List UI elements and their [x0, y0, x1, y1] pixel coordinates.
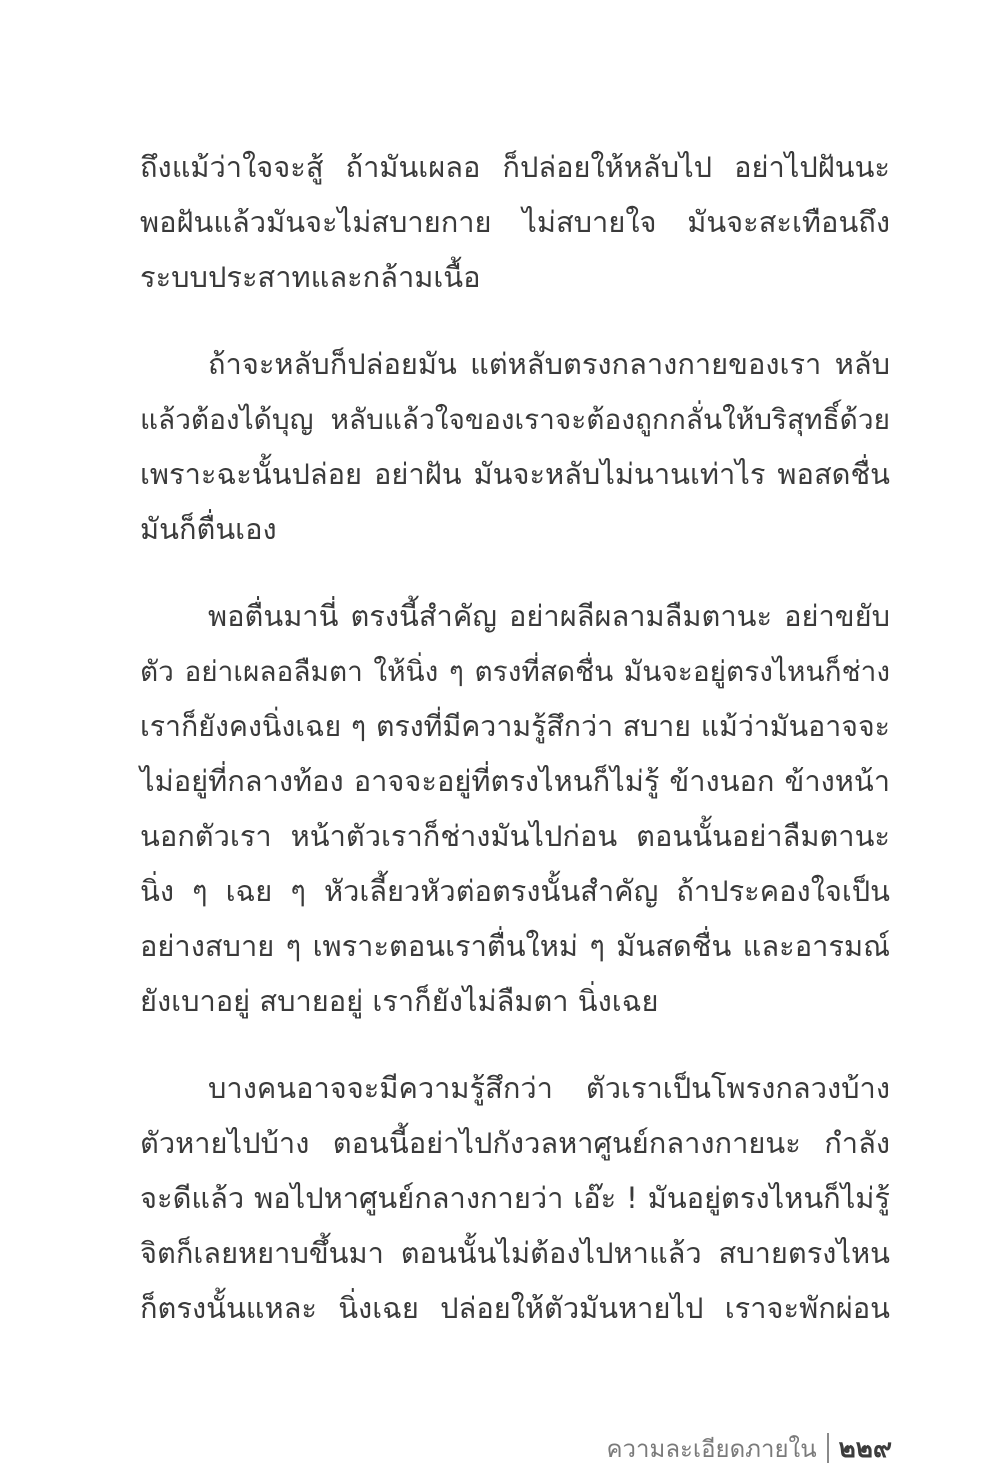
text-line: แล้วต้องได้บุญ หลับแล้วใจของเราจะต้องถูกกลั่นให้บริสุทธิ์ด้วย	[140, 403, 890, 436]
paragraph-4	[140, 1061, 890, 1336]
page-number: ๒๒๙	[838, 1433, 892, 1464]
running-title: ความละเอียดภายใน	[606, 1434, 817, 1463]
text-line: บางคนอาจจะมีความรู้สึกว่า ตัวเราเป็นโพรงกลวงบ้าง	[208, 1071, 890, 1105]
text-line: พอฝันแล้วมันจะไม่สบายกาย ไม่สบายใจ มันจะสะเทือนถึง	[140, 205, 890, 239]
text-line: เพราะฉะนั้นปล่อย อย่าฝัน มันจะหลับไม่นานเท่าไร พอสดชื่น	[140, 457, 890, 491]
text-line: ก็ตรงนั้นแหละ นิ่งเฉย ปล่อยให้ตัวมันหายไป เราจะพักผ่อน	[140, 1291, 890, 1325]
footer-divider	[827, 1433, 829, 1463]
text-line: ระบบประสาทและกล้ามเนื้อ	[140, 260, 481, 294]
page-footer	[606, 1428, 892, 1468]
paragraph-3	[140, 589, 890, 1029]
text-line: เราก็ยังคงนิ่งเฉย ๆ ตรงที่มีความรู้สึกว่า สบาย แม้ว่ามันอาจจะ	[140, 710, 890, 743]
text-line: ตัว อย่าเผลอลืมตา ให้นิ่ง ๆ ตรงที่สดชื่น มันจะอยู่ตรงไหนก็ช่าง	[140, 655, 890, 688]
page-body	[140, 140, 890, 1336]
text-line: จะดีแล้ว พอไปหาศูนย์กลางกายว่า เอ๊ะ ! มันอยู่ตรงไหนก็ไม่รู้	[140, 1181, 890, 1215]
paragraph-1	[140, 140, 890, 305]
text-line: จิตก็เลยหยาบขึ้นมา ตอนนั้นไม่ต้องไปหาแล้ว สบายตรงไหน	[140, 1236, 890, 1270]
text-line: นอกตัวเรา หน้าตัวเราก็ช่างมันไปก่อน ตอนนั้นอย่าลืมตานะ	[140, 819, 890, 853]
text-line: ถ้าจะหลับก็ปล่อยมัน แต่หลับตรงกลางกายของเรา หลับ	[208, 347, 890, 381]
text-line: พอตื่นมานี่ ตรงนี้สำคัญ อย่าผลีผลามลืมตานะ อย่าขยับ	[208, 599, 890, 633]
text-line: ยังเบาอยู่ สบายอยู่ เราก็ยังไม่ลืมตา นิ่งเฉย	[140, 984, 659, 1018]
text-line: ไม่อยู่ที่กลางท้อง อาจจะอยู่ที่ตรงไหนก็ไม่รู้ ข้างนอก ข้างหน้า	[140, 764, 890, 798]
text-line: อย่างสบาย ๆ เพราะตอนเราตื่นใหม่ ๆ มันสดชื่น และอารมณ์	[140, 929, 890, 963]
text-line: ตัวหายไปบ้าง ตอนนี้อย่าไปกังวลหาศูนย์กลางกายนะ กำลัง	[140, 1126, 890, 1160]
text-line: มันก็ตื่นเอง	[140, 512, 277, 546]
paragraph-2	[140, 337, 890, 557]
text-line: นิ่ง ๆ เฉย ๆ หัวเลี้ยวหัวต่อตรงนั้นสำคัญ ถ้าประคองใจเป็น	[140, 874, 890, 908]
text-line: ถึงแม้ว่าใจจะสู้ ถ้ามันเผลอ ก็ปล่อยให้หลับไป อย่าไปฝันนะ	[140, 150, 890, 184]
